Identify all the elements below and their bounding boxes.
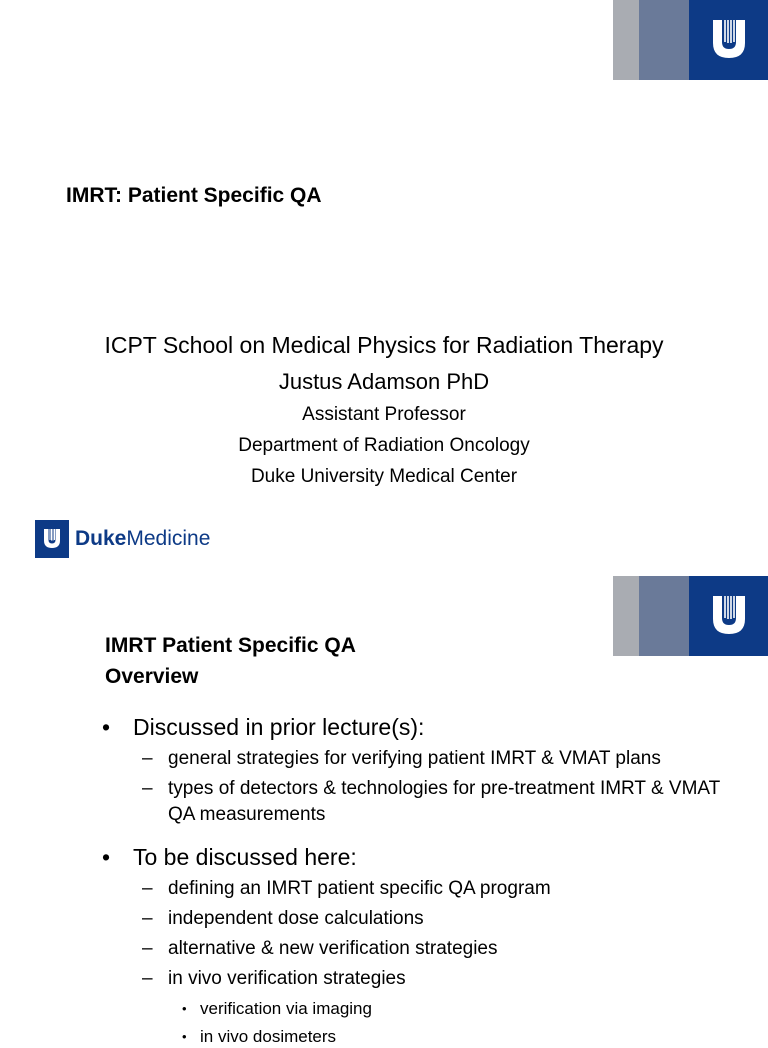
duke-shield-icon [711, 594, 747, 636]
logo-wordmark [75, 527, 210, 551]
blue-bar [689, 0, 768, 80]
slide-title-line-2: Overview [105, 665, 199, 688]
presenter-position: Assistant Professor [302, 404, 466, 425]
sub-sub-bullet-item: • verification via imaging [182, 999, 372, 1018]
logo-shield-box [35, 520, 69, 558]
brand-bars [613, 0, 768, 80]
slide-title: IMRT: Patient Specific QA [66, 184, 322, 207]
sub-sub-bullet-item: • in vivo dosimeters [182, 1027, 337, 1046]
institution-name: Duke University Medical Center [250, 466, 518, 487]
slide-title-line-1: IMRT Patient Specific QA [105, 634, 356, 657]
overview-slide [0, 576, 768, 1046]
sub-bullet-item: – defining an IMRT patient specific QA program [142, 878, 551, 899]
bullet-item: • Discussed in prior lecture(s): [102, 714, 425, 740]
logo-bold-text: Duke [75, 527, 127, 550]
bullet-list [102, 708, 742, 1048]
sub-bullet-item: – types of detectors & technologies for pre-treatment IMRT & VMAT QA measurements [142, 778, 720, 825]
gray-bar [613, 0, 639, 80]
duke-shield-icon [711, 18, 747, 60]
slate-bar [639, 576, 689, 656]
bullet-item: • To be discussed here: [102, 844, 357, 870]
duke-shield-icon [43, 527, 61, 550]
sub-bullet-item: – in vivo verification strategies [142, 968, 406, 989]
slide-title [105, 630, 356, 692]
brand-bars [613, 576, 768, 656]
department-name: Department of Radiation Oncology [238, 435, 530, 456]
sub-bullet-item: – independent dose calculations [142, 908, 424, 929]
school-name: ICPT School on Medical Physics for Radiation Therapy [104, 332, 664, 358]
sub-bullet-item: – general strategies for verifying patient IMRT & VMAT plans [142, 748, 661, 769]
slate-bar [639, 0, 689, 80]
sub-bullet-item: – alternative & new verification strategies [142, 938, 498, 959]
presenter-name: Justus Adamson PhD [278, 369, 490, 394]
logo-regular-text: Medicine [126, 527, 211, 550]
blue-bar [689, 576, 768, 656]
gray-bar [613, 576, 639, 656]
